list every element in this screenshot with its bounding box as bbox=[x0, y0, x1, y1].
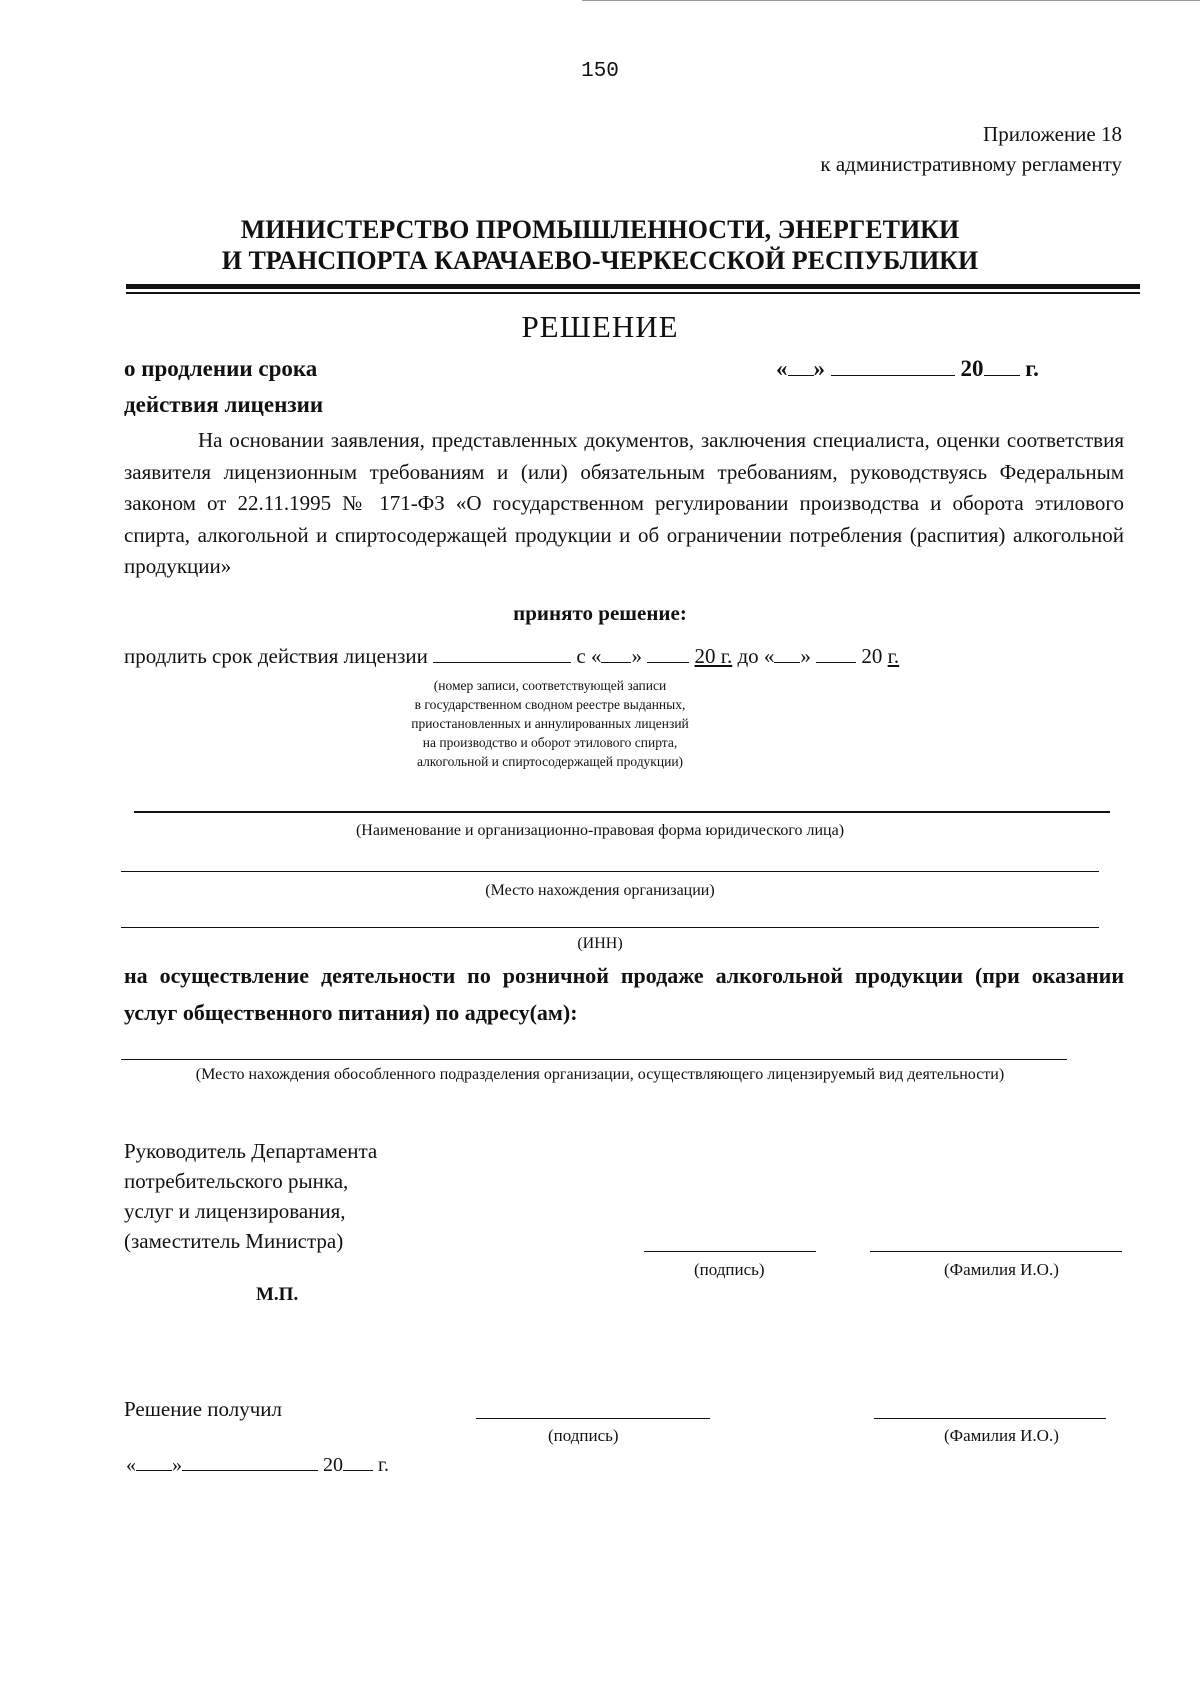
from-year: 20 г. bbox=[694, 644, 733, 668]
received-date bbox=[126, 1452, 389, 1477]
activity-paragraph: на осуществление деятельности по розничной продаже алкогольной продукции (при оказании услуг общественного питания) по адресу(ам): bbox=[124, 963, 1124, 1025]
from-close-quote: » bbox=[631, 644, 642, 668]
date-year-prefix: 20 bbox=[960, 356, 984, 381]
org-name-caption: (Наименование и организационно-правовая форма юридического лица) bbox=[355, 822, 845, 839]
decision-title: РЕШЕНИЕ bbox=[521, 309, 679, 344]
header-rule-thick bbox=[126, 284, 1140, 289]
to-label: до « bbox=[737, 644, 775, 668]
received-year-prefix: 20 bbox=[323, 1454, 343, 1476]
head-position bbox=[124, 1136, 377, 1256]
received-name-line bbox=[874, 1418, 1106, 1419]
record-note-line: в государственном сводном реестре выданных, bbox=[414, 697, 686, 712]
head-position-line: (заместитель Министра) bbox=[124, 1229, 344, 1253]
extend-line bbox=[124, 644, 899, 669]
date-day-blank bbox=[788, 357, 814, 376]
head-name-caption: (Фамилия И.О.) bbox=[944, 1260, 1059, 1279]
ministry-name-line-2: И ТРАНСПОРТА КАРАЧАЕВО-ЧЕРКЕССКОЙ РЕСПУБЛИКИ bbox=[221, 246, 979, 275]
to-year-suffix: г. bbox=[887, 644, 900, 668]
appendix-reference: к административному регламенту bbox=[820, 152, 1122, 176]
header-rule-thin bbox=[126, 292, 1140, 294]
head-position-line: услуг и лицензирования, bbox=[124, 1199, 346, 1223]
received-day-blank bbox=[136, 1452, 172, 1471]
org-location-field-line bbox=[121, 871, 1099, 872]
received-name-caption: (Фамилия И.О.) bbox=[944, 1426, 1059, 1445]
record-note-line: приостановленных и аннулированных лицензий bbox=[411, 716, 689, 731]
to-close-quote: » bbox=[800, 644, 811, 668]
subject-line-1: о продлении срока bbox=[124, 356, 318, 381]
received-date-close-quote: » bbox=[172, 1454, 182, 1476]
ministry-name-line-1: МИНИСТЕРСТВО ПРОМЫШЛЕННОСТИ, ЭНЕРГЕТИКИ bbox=[240, 215, 960, 244]
extend-label: продлить срок действия лицензии bbox=[124, 644, 428, 668]
received-date-open-quote: « bbox=[126, 1454, 136, 1476]
head-position-line: Руководитель Департамента bbox=[124, 1139, 378, 1163]
from-label: с « bbox=[576, 644, 602, 668]
head-signature-line bbox=[644, 1251, 816, 1252]
basis-paragraph: На основании заявления, представленных документов, заключения специалиста, оценки соответствия заявителя лицензионным требованиям и (или) обязательным требованиям, руководствуясь Федеральным законом от 22.11.1995 № 171-ФЗ «О государственном регулировании производства и оборота этилового спирта, алкогольной и спиртосодержащей продукции и об ограничении потребления (распития) алкогольной продукции» bbox=[124, 428, 1124, 578]
to-month-blank bbox=[816, 644, 856, 663]
scan-top-edge-line bbox=[582, 0, 1200, 1]
head-name-line bbox=[870, 1251, 1122, 1252]
from-month-blank bbox=[647, 644, 689, 663]
license-number-blank bbox=[433, 644, 571, 663]
record-note bbox=[380, 676, 720, 771]
date-year-suffix: г. bbox=[1025, 356, 1039, 381]
date-year-blank bbox=[984, 357, 1020, 376]
org-location-caption: (Место нахождения организации) bbox=[485, 882, 715, 899]
received-signature-caption: (подпись) bbox=[548, 1426, 619, 1445]
record-note-line: (номер записи, соответствующей записи bbox=[433, 678, 667, 693]
date-month-blank bbox=[831, 357, 955, 376]
date-open-quote: « bbox=[776, 356, 788, 381]
to-day-blank bbox=[774, 644, 800, 663]
date-close-quote: » bbox=[813, 356, 825, 381]
branch-location-caption: (Место нахождения обособленного подразделения организации, осуществляющего лицензируемый вид деятельности) bbox=[195, 1066, 1005, 1083]
received-label: Решение получил bbox=[124, 1397, 282, 1421]
received-month-blank bbox=[182, 1452, 318, 1471]
received-year-suffix: г. bbox=[378, 1454, 389, 1476]
subject-line-2: действия лицензии bbox=[124, 392, 324, 417]
received-year-blank bbox=[343, 1452, 373, 1471]
to-year-prefix: 20 bbox=[861, 644, 883, 668]
page-number: 150 bbox=[581, 60, 619, 83]
appendix-number: Приложение 18 bbox=[983, 122, 1122, 146]
head-position-line: потребительского рынка, bbox=[124, 1169, 349, 1193]
record-note-line: на производство и оборот этилового спирта, bbox=[422, 735, 678, 750]
head-signature-caption: (подпись) bbox=[694, 1260, 765, 1279]
received-signature-line bbox=[476, 1418, 710, 1419]
org-name-field-line bbox=[134, 811, 1110, 813]
stamp-place: М.П. bbox=[256, 1284, 299, 1305]
from-day-blank bbox=[601, 644, 631, 663]
branch-location-field-line bbox=[121, 1059, 1067, 1060]
inn-field-line bbox=[121, 927, 1099, 928]
decision-made-label: принято решение: bbox=[513, 601, 687, 625]
inn-caption: (ИНН) bbox=[577, 935, 623, 952]
record-note-line: алкогольной и спиртосодержащей продукции) bbox=[416, 754, 684, 769]
decision-date bbox=[776, 356, 1039, 382]
